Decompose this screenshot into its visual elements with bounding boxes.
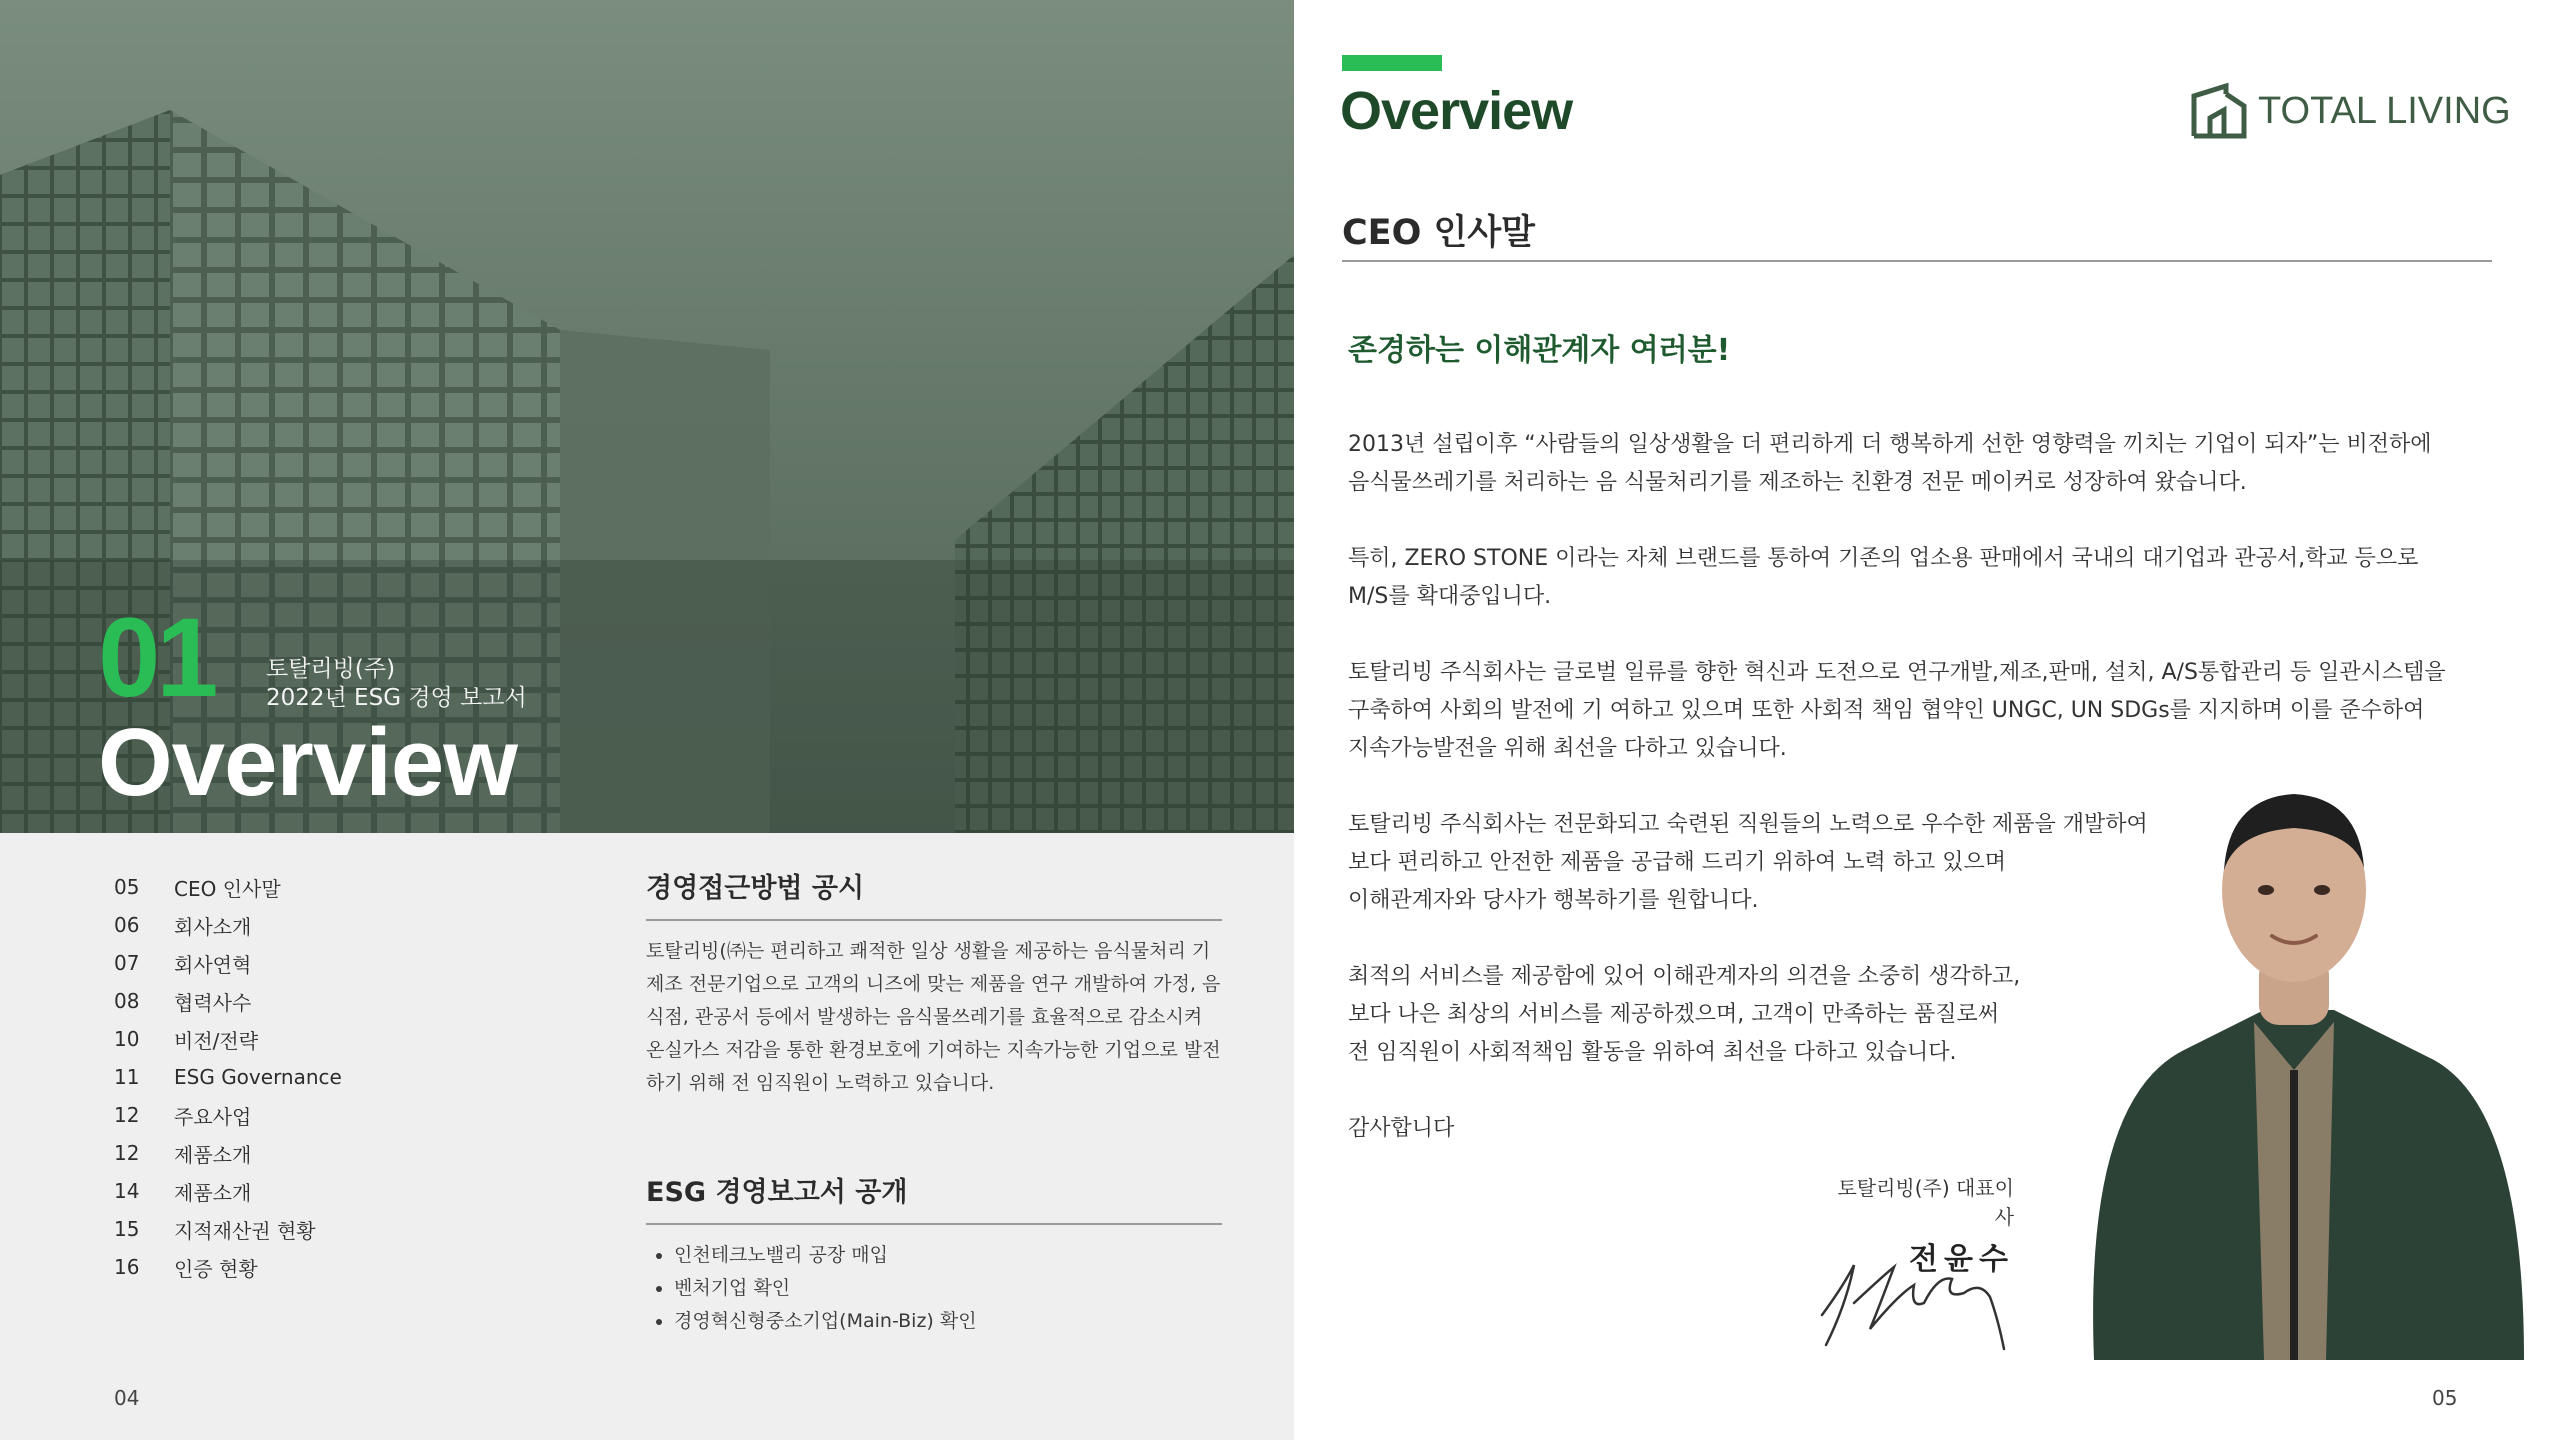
ceo-photo bbox=[2054, 740, 2534, 1360]
toc-item[interactable] bbox=[114, 1248, 342, 1286]
toc-label: CEO 인사말 bbox=[174, 876, 281, 901]
section-divider bbox=[1342, 260, 2492, 262]
toc-label: 제품소개 bbox=[174, 1142, 252, 1167]
message-line: 전 임직원이 사회적책임 활동을 위하여 최선을 다하고 있습니다. bbox=[1348, 1040, 1957, 1065]
toc-label: 제품소개 bbox=[174, 1180, 252, 1205]
management-line: 제조 전문기업으로 고객의 니즈에 맞는 제품을 연구 개발하여 가정, 음 bbox=[646, 973, 1221, 995]
toc-item[interactable] bbox=[114, 944, 342, 982]
message-line: 최적의 서비스를 제공함에 있어 이해관계자의 의견을 소중히 생각하고, bbox=[1348, 964, 2021, 989]
management-line: 식점, 관공서 등에서 발생하는 음식물쓰레기를 효율적으로 감소시켜 bbox=[646, 1006, 1203, 1028]
message-line: 특히, ZERO STONE 이라는 자체 브랜드를 통하여 기존의 업소용 판매에서 국내의 대기업과 관공서,학교 등으로 bbox=[1348, 546, 2419, 571]
handwritten-signature bbox=[1814, 1245, 2024, 1355]
report-name: 2022년 ESG 경영 보고서 bbox=[266, 685, 527, 711]
company-logo bbox=[2190, 82, 2511, 140]
esg-report-item: • 인천테크노밸리 공장 매입 bbox=[674, 1239, 1222, 1272]
toc-label: 인증 현황 bbox=[174, 1256, 258, 1281]
toc-label: 지적재산권 현황 bbox=[174, 1218, 316, 1243]
message-line: 감사합니다 bbox=[1348, 1116, 1455, 1141]
toc-page: 05 bbox=[114, 875, 140, 899]
toc-label: 주요사업 bbox=[174, 1104, 252, 1129]
toc-page: 10 bbox=[114, 1027, 140, 1051]
company-name: 토탈리빙(주) bbox=[266, 656, 396, 682]
toc-item[interactable] bbox=[114, 868, 342, 906]
esg-report-item: • 경영혁신형중소기업(Main-Biz) 확인 bbox=[674, 1305, 1222, 1338]
chapter-number: 01 bbox=[98, 595, 215, 720]
title-accent-bar bbox=[1342, 55, 1442, 71]
management-line: 하기 위해 전 임직원이 노력하고 있습니다. bbox=[646, 1072, 995, 1094]
toc-item[interactable] bbox=[114, 1134, 342, 1172]
signer-title: 토탈리빙(주) 대표이사 bbox=[1837, 1176, 2014, 1229]
toc-page: 11 bbox=[114, 1065, 140, 1089]
esg-report-item: • 벤처기업 확인 bbox=[674, 1272, 1222, 1305]
esg-report-section bbox=[646, 1170, 1222, 1338]
chapter-title: Overview bbox=[98, 709, 517, 816]
toc-label: 협력사수 bbox=[174, 990, 252, 1015]
toc-label: 비전/전략 bbox=[174, 1028, 259, 1053]
house-logo-icon bbox=[2190, 82, 2248, 140]
toc-item[interactable] bbox=[114, 1172, 342, 1210]
right-page bbox=[1294, 0, 2560, 1440]
management-text bbox=[646, 935, 1222, 1100]
toc-page: 08 bbox=[114, 989, 140, 1013]
message-line: 구축하여 사회의 발전에 기 여하고 있으며 또한 사회적 책임 협약인 UNGC, UN SDGs를 지지하며 이를 준수하여 bbox=[1348, 698, 2425, 723]
page-title: Overview bbox=[1340, 81, 1573, 141]
management-line: 온실가스 저감을 통한 환경보호에 기여하는 지속가능한 기업으로 발전 bbox=[646, 1039, 1221, 1061]
message-line: 음식물쓰레기를 처리하는 음 식물처리기를 제조하는 친환경 전문 메이커로 성장하여 왔습니다. bbox=[1348, 470, 2247, 495]
message-line: 보다 나은 최상의 서비스를 제공하겠으며, 고객이 만족하는 품질로써 bbox=[1348, 1002, 2000, 1027]
section-heading: CEO 인사말 bbox=[1342, 213, 1535, 253]
greeting: 존경하는 이해관계자 여러분! bbox=[1348, 333, 1731, 368]
esg-report-heading: ESG 경영보고서 공개 bbox=[646, 1170, 1222, 1225]
page-number-right: 05 bbox=[2432, 1386, 2458, 1410]
management-disclosure-section bbox=[646, 866, 1222, 1100]
message-paragraph bbox=[1348, 426, 2458, 502]
table-of-contents bbox=[114, 868, 342, 1286]
page-number-left: 04 bbox=[114, 1386, 140, 1410]
toc-label: 회사연혁 bbox=[174, 952, 252, 977]
toc-page: 07 bbox=[114, 951, 140, 975]
toc-item[interactable] bbox=[114, 1096, 342, 1134]
toc-item[interactable] bbox=[114, 1058, 342, 1096]
hero-image bbox=[0, 0, 1294, 833]
management-heading: 경영접근방법 공시 bbox=[646, 866, 1222, 921]
message-line: 보다 편리하고 안전한 제품을 공급해 드리기 위하여 노력 하고 있으며 bbox=[1348, 850, 2006, 875]
toc-label: 회사소개 bbox=[174, 914, 252, 939]
toc-item[interactable] bbox=[114, 982, 342, 1020]
toc-item[interactable] bbox=[114, 1210, 342, 1248]
message-line: 이해관계자와 당사가 행복하기를 원합니다. bbox=[1348, 888, 1759, 913]
message-line: 토탈리빙 주식회사는 글로벌 일류를 향한 혁신과 도전으로 연구개발,제조,판매, 설치, A/S통합관리 등 일관시스템을 bbox=[1348, 660, 2446, 685]
message-line: 지속가능발전을 위해 최선을 다하고 있습니다. bbox=[1348, 736, 1787, 761]
toc-page: 12 bbox=[114, 1141, 140, 1165]
toc-page: 06 bbox=[114, 913, 140, 937]
toc-page: 15 bbox=[114, 1217, 140, 1241]
message-line: 2013년 설립이후 “사람들의 일상생활을 더 편리하게 더 행복하게 선한 영향력을 끼치는 기업이 되자”는 비전하에 bbox=[1348, 432, 2432, 457]
toc-page: 12 bbox=[114, 1103, 140, 1127]
toc-item[interactable] bbox=[114, 1020, 342, 1058]
signer-name: 전윤수 bbox=[1909, 1242, 2014, 1277]
management-line: 토탈리빙(㈜는 편리하고 쾌적한 일상 생활을 제공하는 음식물처리 기 bbox=[646, 940, 1211, 962]
toc-page: 16 bbox=[114, 1255, 140, 1279]
message-paragraph bbox=[1348, 540, 2458, 616]
logo-text: TOTAL LIVING bbox=[2258, 89, 2511, 132]
toc-label: ESG Governance bbox=[174, 1065, 342, 1089]
toc-item[interactable] bbox=[114, 906, 342, 944]
message-line: 토탈리빙 주식회사는 전문화되고 숙련된 직원들의 노력으로 우수한 제품을 개발하여 bbox=[1348, 812, 2148, 837]
message-line: M/S를 확대중입니다. bbox=[1348, 584, 1552, 609]
esg-report-list bbox=[646, 1239, 1222, 1338]
toc-page: 14 bbox=[114, 1179, 140, 1203]
